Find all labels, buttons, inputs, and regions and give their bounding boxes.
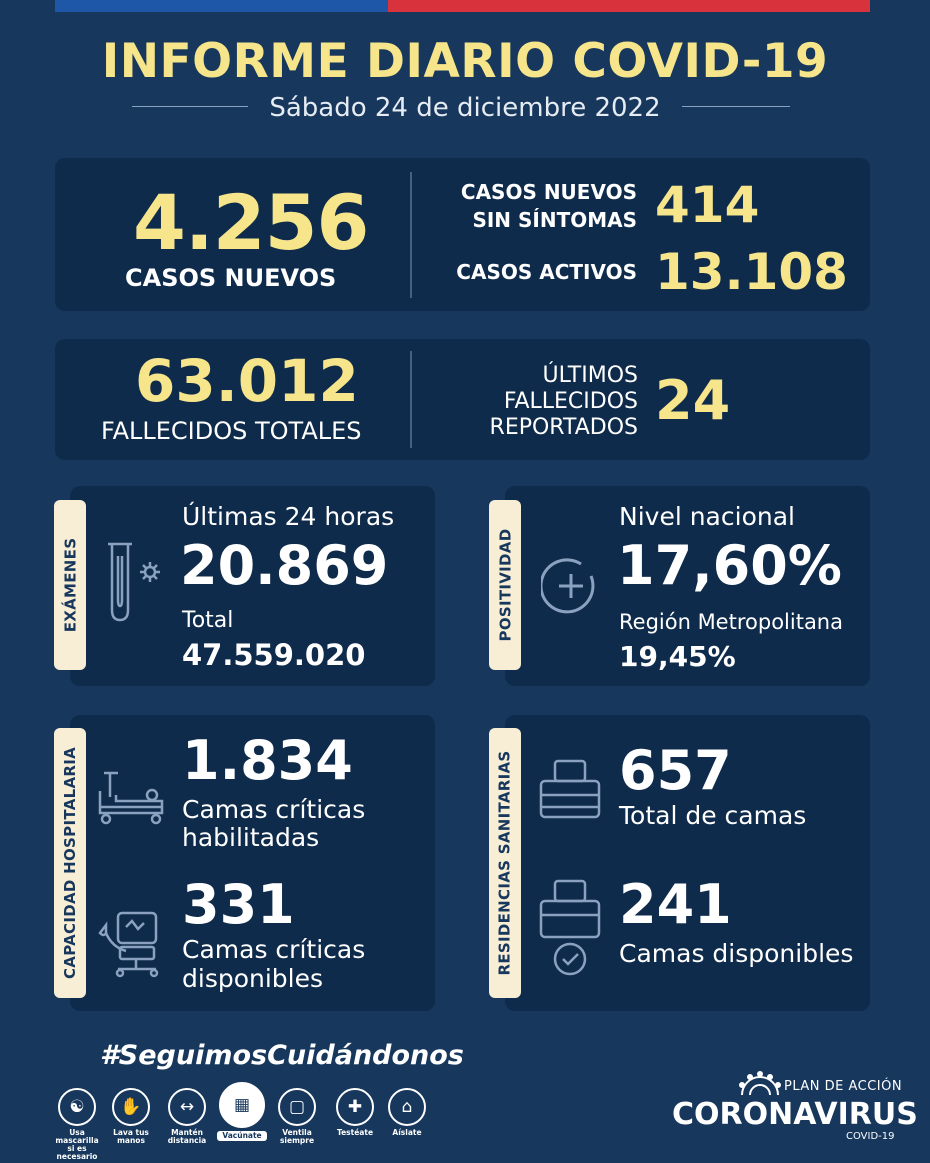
coronavirus-logo-icon: [736, 1071, 784, 1097]
recent-deaths-value: 24: [655, 369, 731, 432]
residences-available-label: Camas disponibles: [619, 939, 854, 968]
page-title: INFORME DIARIO COVID-19: [101, 34, 829, 89]
report-date: Sábado 24 de diciembre 2022: [269, 93, 661, 123]
isolate-icon: ⌂: [388, 1088, 426, 1126]
hospital-available-label-1: Camas críticas: [182, 935, 366, 964]
exams-period-value: 20.869: [180, 534, 389, 597]
brand-top-text: PLAN DE ACCIÓN: [784, 1079, 903, 1094]
test-tube-icon: [100, 540, 164, 630]
total-deaths-value: 63.012: [135, 347, 359, 415]
hospital-panel: [70, 715, 435, 1011]
asymptomatic-value: 414: [655, 176, 760, 234]
recent-deaths-label-3: REPORTADOS: [489, 415, 638, 440]
plus-circle-icon: [541, 556, 601, 616]
hospital-enabled-label-1: Camas críticas: [182, 795, 366, 824]
deaths-panel: [55, 339, 870, 460]
new-cases-value: 4.256: [133, 178, 369, 267]
exams-tab: [54, 500, 86, 670]
measure-vaccinate: [217, 1088, 267, 1141]
residences-total-value: 657: [619, 739, 732, 802]
measure-ventilate: [272, 1088, 322, 1145]
total-deaths-label: FALLECIDOS TOTALES: [101, 417, 362, 445]
measure-isolate-label: Aíslate: [392, 1128, 422, 1137]
exams-total-value: 47.559.020: [182, 638, 366, 672]
summary-divider: [410, 172, 412, 298]
exams-panel: [70, 486, 435, 686]
measure-distance-label: Mantén distancia: [167, 1128, 207, 1145]
residences-available-value: 241: [619, 873, 732, 936]
brand-sub-text: COVID-19: [846, 1131, 895, 1142]
bed-check-icon: [537, 877, 603, 979]
residences-total-label: Total de camas: [619, 801, 807, 830]
exams-period-label: Últimas 24 horas: [182, 502, 395, 531]
hospital-enabled-label-2: habilitadas: [182, 823, 320, 852]
measure-handwash: [106, 1088, 156, 1145]
distance-icon: ↔: [168, 1088, 206, 1126]
measure-handwash-label: Lava tus manos: [113, 1128, 149, 1145]
positivity-tab-label: POSITIVIDAD: [496, 528, 515, 642]
ventilate-icon: ▢: [278, 1088, 316, 1126]
measure-vaccinate-label: Vacúnate: [217, 1131, 267, 1141]
summary-panel: [55, 158, 870, 311]
active-cases-value: 13.108: [655, 243, 848, 301]
hospital-tab-label: CAPACIDAD HOSPITALARIA: [61, 746, 80, 980]
national-positivity-value: 17,60%: [617, 534, 842, 597]
residences-tab: [489, 728, 521, 998]
positivity-tab: [489, 500, 521, 670]
region-positivity-value: 19,45%: [619, 640, 736, 673]
residences-tab-label: RESIDENCIAS SANITARIAS: [496, 750, 514, 976]
test-icon: ✚: [336, 1088, 374, 1126]
calendar-icon: ▦: [219, 1082, 265, 1128]
deaths-divider: [410, 351, 412, 448]
measure-mask: [52, 1088, 102, 1161]
mask-icon: ☯: [58, 1088, 96, 1126]
flag-red-stripe: [388, 0, 870, 12]
asymptomatic-label-1: CASOS NUEVOS: [460, 180, 637, 204]
hospital-enabled-value: 1.834: [182, 729, 353, 792]
measure-distance: [162, 1088, 212, 1145]
residences-panel: [505, 715, 870, 1011]
measure-test-label: Testéate: [336, 1128, 374, 1137]
national-positivity-label: Nivel nacional: [619, 502, 795, 531]
measure-test: [330, 1088, 380, 1137]
asymptomatic-label-2: SIN SÍNTOMAS: [472, 208, 637, 232]
hospital-tab: [54, 728, 86, 998]
exams-tab-label: EXÁMENES: [61, 537, 80, 633]
active-cases-label: CASOS ACTIVOS: [456, 260, 637, 284]
positivity-panel: [505, 486, 870, 686]
flag-blue-stripe: [55, 0, 388, 12]
ventilator-icon: [96, 907, 166, 979]
brand-main-text: CORONAVIRUS: [672, 1097, 918, 1132]
recent-deaths-label-1: ÚLTIMOS: [542, 363, 638, 388]
hashtag: #SeguimosCuidándonos: [100, 1040, 464, 1071]
handwash-icon: ✋: [112, 1088, 150, 1126]
hospital-available-value: 331: [182, 873, 295, 936]
measure-ventilate-label: Ventila siempre: [279, 1128, 315, 1145]
recent-deaths-label-2: FALLECIDOS: [503, 389, 638, 414]
exams-total-label: Total: [182, 608, 234, 633]
hospital-bed-icon: [96, 767, 166, 827]
measure-isolate: [382, 1088, 432, 1137]
new-cases-label: CASOS NUEVOS: [125, 264, 337, 292]
measure-mask-label: Usa mascarilla si es necesario: [55, 1128, 99, 1161]
bed-icon: [537, 757, 603, 823]
hospital-available-label-2: disponibles: [182, 964, 324, 993]
region-positivity-label: Región Metropolitana: [619, 610, 843, 634]
